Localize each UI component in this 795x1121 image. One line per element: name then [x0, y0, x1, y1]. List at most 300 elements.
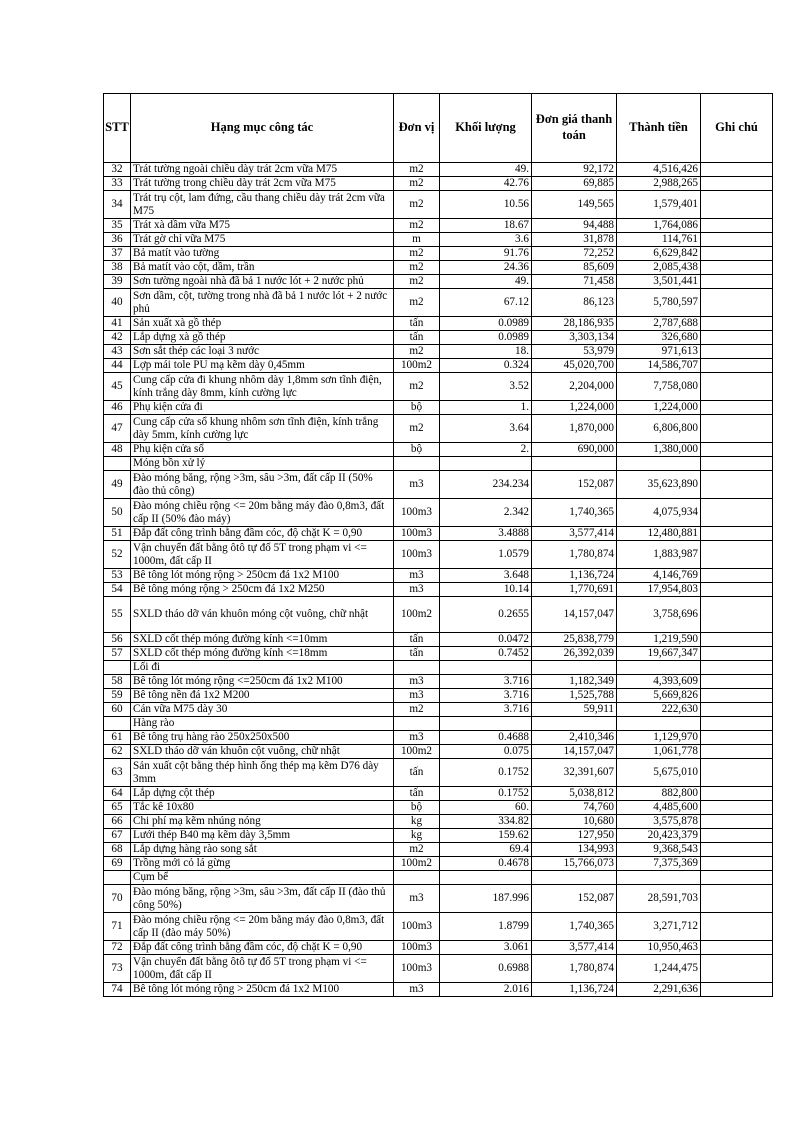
- cell-note: [701, 457, 773, 471]
- cell-amount: 1,244,475: [617, 955, 701, 983]
- cell-work-item: Tắc kê 10x80: [131, 801, 394, 815]
- table-row: [104, 359, 773, 373]
- table-row: [104, 941, 773, 955]
- cell-amount: 1,129,970: [617, 731, 701, 745]
- table-row: [104, 633, 773, 647]
- table-row: [104, 815, 773, 829]
- cell-row-number: 38: [104, 261, 131, 275]
- cell-amount: 9,368,543: [617, 843, 701, 857]
- cell-unit-price: 1,770,691: [532, 583, 617, 597]
- cell-note: [701, 191, 773, 219]
- cell-unit: tấn: [394, 787, 440, 801]
- cell-quantity: 0.0989: [440, 317, 532, 331]
- cell-work-item: Trát tường trong chiều dày trát 2cm vữa M75: [131, 177, 394, 191]
- cell-unit-price: 1,870,000: [532, 415, 617, 443]
- cell-unit: m2: [394, 289, 440, 317]
- cell-work-item: Cung cấp cửa sổ khung nhôm sơn tĩnh điện, kính trắng dày 5mm, kính cường lực: [131, 415, 394, 443]
- cell-note: [701, 499, 773, 527]
- cell-note: [701, 177, 773, 191]
- cell-row-number: 74: [104, 983, 131, 997]
- cell-quantity: 187.996: [440, 885, 532, 913]
- cell-amount: 2,787,688: [617, 317, 701, 331]
- cell-quantity: 1.0579: [440, 541, 532, 569]
- cell-amount: 326,680: [617, 331, 701, 345]
- cell-amount: 3,758,696: [617, 597, 701, 633]
- cell-amount: 1,219,590: [617, 633, 701, 647]
- cell-note: [701, 359, 773, 373]
- cell-work-item: Sơn tường ngoài nhà đã bả 1 nước lót + 2 nước phủ: [131, 275, 394, 289]
- cell-note: [701, 219, 773, 233]
- cell-amount: 2,988,265: [617, 177, 701, 191]
- cell-amount: [617, 457, 701, 471]
- cell-amount: 1,883,987: [617, 541, 701, 569]
- cell-quantity: 10.56: [440, 191, 532, 219]
- cell-unit: m2: [394, 191, 440, 219]
- cell-quantity: 0.1752: [440, 787, 532, 801]
- table-row: [104, 857, 773, 871]
- cell-quantity: 10.14: [440, 583, 532, 597]
- table-row: [104, 647, 773, 661]
- cell-row-number: 61: [104, 731, 131, 745]
- header-stt: STT: [104, 94, 131, 163]
- cell-quantity: 69.4: [440, 843, 532, 857]
- cell-work-item: Trát xà dầm vữa M75: [131, 219, 394, 233]
- table-row: [104, 955, 773, 983]
- cell-note: [701, 261, 773, 275]
- cell-unit: m2: [394, 275, 440, 289]
- cell-quantity: 159.62: [440, 829, 532, 843]
- cell-work-item: Bê tông nền đá 1x2 M200: [131, 689, 394, 703]
- cell-unit: 100m2: [394, 745, 440, 759]
- table-row: [104, 843, 773, 857]
- cell-unit-price: 28,186,935: [532, 317, 617, 331]
- section-row: [104, 661, 773, 675]
- cell-amount: 882,800: [617, 787, 701, 801]
- table-row: [104, 177, 773, 191]
- cell-amount: 7,375,369: [617, 857, 701, 871]
- cell-work-item: Bê tông móng rộng > 250cm đá 1x2 M250: [131, 583, 394, 597]
- table-row: [104, 163, 773, 177]
- cell-unit-price: 1,136,724: [532, 983, 617, 997]
- cell-row-number: [104, 661, 131, 675]
- cell-quantity: 0.0989: [440, 331, 532, 345]
- cell-unit-price: 5,038,812: [532, 787, 617, 801]
- cell-unit: m2: [394, 163, 440, 177]
- table-row: [104, 527, 773, 541]
- cell-row-number: 67: [104, 829, 131, 843]
- cell-row-number: 44: [104, 359, 131, 373]
- table-row: [104, 801, 773, 815]
- cell-note: [701, 941, 773, 955]
- cell-note: [701, 373, 773, 401]
- cell-row-number: 55: [104, 597, 131, 633]
- cell-row-number: 64: [104, 787, 131, 801]
- table-row: [104, 759, 773, 787]
- header-unit-price: Đơn giá thanh toán: [532, 94, 617, 163]
- cell-amount: 10,950,463: [617, 941, 701, 955]
- cell-quantity: 3.4888: [440, 527, 532, 541]
- cell-row-number: 39: [104, 275, 131, 289]
- cell-work-item: Móng bồn xử lý: [131, 457, 394, 471]
- table-row: [104, 703, 773, 717]
- table-row: [104, 471, 773, 499]
- cell-unit: m2: [394, 703, 440, 717]
- table-row: [104, 247, 773, 261]
- cell-quantity: 0.324: [440, 359, 532, 373]
- cell-quantity: 234.234: [440, 471, 532, 499]
- cell-note: [701, 745, 773, 759]
- cell-unit-price: 1,740,365: [532, 913, 617, 941]
- cell-row-number: 68: [104, 843, 131, 857]
- cell-amount: [617, 871, 701, 885]
- cell-unit: tấn: [394, 647, 440, 661]
- cell-note: [701, 857, 773, 871]
- cell-amount: 4,485,600: [617, 801, 701, 815]
- cell-quantity: 0.2655: [440, 597, 532, 633]
- table-row: [104, 829, 773, 843]
- cell-work-item: Đào móng băng, rộng >3m, sâu >3m, đất cấp II (50% đào thủ công): [131, 471, 394, 499]
- cell-row-number: 56: [104, 633, 131, 647]
- cell-work-item: Đào móng băng, rộng >3m, sâu >3m, đất cấp II (đào thủ công 50%): [131, 885, 394, 913]
- cell-work-item: Trát trụ cột, lam đứng, cầu thang chiều dày trát 2cm vữa M75: [131, 191, 394, 219]
- cell-work-item: Hàng rào: [131, 717, 394, 731]
- cell-note: [701, 717, 773, 731]
- table-row: [104, 913, 773, 941]
- cell-quantity: 18.67: [440, 219, 532, 233]
- cell-unit-price: 1,182,349: [532, 675, 617, 689]
- cell-amount: 6,629,842: [617, 247, 701, 261]
- cell-unit: tấn: [394, 317, 440, 331]
- cell-work-item: Lắp dựng cột thép: [131, 787, 394, 801]
- cell-unit-price: [532, 457, 617, 471]
- cell-row-number: [104, 871, 131, 885]
- cell-work-item: Lắp dựng hàng rào song sắt: [131, 843, 394, 857]
- cell-quantity: 2.016: [440, 983, 532, 997]
- cell-unit-price: 149,565: [532, 191, 617, 219]
- cell-note: [701, 913, 773, 941]
- cell-row-number: 57: [104, 647, 131, 661]
- cell-quantity: 1.: [440, 401, 532, 415]
- table-row: [104, 275, 773, 289]
- cell-quantity: 42.76: [440, 177, 532, 191]
- cell-work-item: SXLD tháo dỡ ván khuôn móng cột vuông, chữ nhật: [131, 597, 394, 633]
- cell-amount: 20,423,379: [617, 829, 701, 843]
- cell-row-number: 50: [104, 499, 131, 527]
- cell-work-item: SXLD cốt thép móng đường kính <=10mm: [131, 633, 394, 647]
- cell-unit: m3: [394, 471, 440, 499]
- cell-work-item: Lợp mái tole PU mạ kẽm dày 0,45mm: [131, 359, 394, 373]
- cell-row-number: 60: [104, 703, 131, 717]
- table-row: [104, 675, 773, 689]
- cell-quantity: 1.8799: [440, 913, 532, 941]
- cell-quantity: 0.4678: [440, 857, 532, 871]
- cell-note: [701, 731, 773, 745]
- table-row: [104, 219, 773, 233]
- cell-row-number: 58: [104, 675, 131, 689]
- header-amount: Thành tiền: [617, 94, 701, 163]
- cell-unit: [394, 457, 440, 471]
- cell-unit-price: 32,391,607: [532, 759, 617, 787]
- cell-unit: m2: [394, 247, 440, 261]
- cell-unit-price: 14,157,047: [532, 745, 617, 759]
- table-row: [104, 569, 773, 583]
- cell-unit-price: 72,252: [532, 247, 617, 261]
- cell-unit-price: 134,993: [532, 843, 617, 857]
- cell-unit-price: 31,878: [532, 233, 617, 247]
- cell-row-number: 62: [104, 745, 131, 759]
- cell-amount: [617, 717, 701, 731]
- cell-note: [701, 569, 773, 583]
- table-header: [104, 94, 773, 163]
- cell-work-item: Lưới thép B40 mạ kẽm dày 3,5mm: [131, 829, 394, 843]
- cell-row-number: 42: [104, 331, 131, 345]
- cell-note: [701, 647, 773, 661]
- table-row: [104, 317, 773, 331]
- cell-note: [701, 541, 773, 569]
- cell-work-item: Bê tông trụ hàng rào 250x250x500: [131, 731, 394, 745]
- cell-work-item: Đắp đất công trình bằng đầm cóc, độ chặt K = 0,90: [131, 527, 394, 541]
- table-row: [104, 415, 773, 443]
- table-row: [104, 583, 773, 597]
- cell-unit-price: 2,204,000: [532, 373, 617, 401]
- cell-amount: 4,146,769: [617, 569, 701, 583]
- cell-quantity: 3.52: [440, 373, 532, 401]
- cell-unit: 100m3: [394, 541, 440, 569]
- cell-unit: tấn: [394, 759, 440, 787]
- table-row: [104, 261, 773, 275]
- cell-unit-price: 25,838,779: [532, 633, 617, 647]
- cell-amount: 5,675,010: [617, 759, 701, 787]
- table-row: [104, 191, 773, 219]
- cell-quantity: 60.: [440, 801, 532, 815]
- cell-note: [701, 289, 773, 317]
- table-row: [104, 745, 773, 759]
- cell-row-number: 49: [104, 471, 131, 499]
- cell-work-item: SXLD tháo dỡ ván khuôn cột vuông, chữ nhật: [131, 745, 394, 759]
- cell-note: [701, 247, 773, 261]
- cell-unit-price: 152,087: [532, 885, 617, 913]
- cell-row-number: 32: [104, 163, 131, 177]
- cell-amount: 1,380,000: [617, 443, 701, 457]
- cell-row-number: 37: [104, 247, 131, 261]
- cell-unit: m3: [394, 983, 440, 997]
- cell-unit-price: [532, 871, 617, 885]
- cell-quantity: 0.7452: [440, 647, 532, 661]
- cell-unit-price: 3,577,414: [532, 941, 617, 955]
- cell-amount: 4,516,426: [617, 163, 701, 177]
- cell-quantity: [440, 871, 532, 885]
- cell-note: [701, 597, 773, 633]
- cell-amount: 6,806,800: [617, 415, 701, 443]
- table-row: [104, 499, 773, 527]
- cell-work-item: Cán vữa M75 dày 30: [131, 703, 394, 717]
- cell-work-item: Lối đi: [131, 661, 394, 675]
- cell-row-number: 72: [104, 941, 131, 955]
- cell-note: [701, 871, 773, 885]
- cell-row-number: 35: [104, 219, 131, 233]
- cell-quantity: [440, 457, 532, 471]
- cell-amount: 2,085,438: [617, 261, 701, 275]
- cell-unit: 100m2: [394, 597, 440, 633]
- cell-row-number: 69: [104, 857, 131, 871]
- cell-unit-price: 71,458: [532, 275, 617, 289]
- cell-work-item: Bê tông lót móng rộng <=250cm đá 1x2 M100: [131, 675, 394, 689]
- cell-row-number: 73: [104, 955, 131, 983]
- cell-unit-price: 3,303,134: [532, 331, 617, 345]
- cell-note: [701, 983, 773, 997]
- cell-row-number: 54: [104, 583, 131, 597]
- cell-unit: m2: [394, 373, 440, 401]
- cell-note: [701, 815, 773, 829]
- cell-unit: [394, 661, 440, 675]
- cell-note: [701, 689, 773, 703]
- cell-unit: kg: [394, 815, 440, 829]
- cell-note: [701, 275, 773, 289]
- header-quantity: Khối lượng: [440, 94, 532, 163]
- cell-quantity: 3.061: [440, 941, 532, 955]
- cell-unit-price: 59,911: [532, 703, 617, 717]
- section-row: [104, 457, 773, 471]
- table-row: [104, 983, 773, 997]
- cell-work-item: Sản xuất xà gồ thép: [131, 317, 394, 331]
- cell-work-item: Bê tông lót móng rộng > 250cm đá 1x2 M100: [131, 569, 394, 583]
- cell-amount: 12,480,881: [617, 527, 701, 541]
- cell-note: [701, 885, 773, 913]
- cell-work-item: Sơn dầm, cột, tường trong nhà đã bả 1 nước lót + 2 nước phủ: [131, 289, 394, 317]
- section-row: [104, 717, 773, 731]
- header-unit: Đơn vị: [394, 94, 440, 163]
- cell-amount: 1,579,401: [617, 191, 701, 219]
- cell-quantity: 3.6: [440, 233, 532, 247]
- cell-unit-price: 1,136,724: [532, 569, 617, 583]
- cell-unit-price: [532, 717, 617, 731]
- cell-work-item: Cụm bể: [131, 871, 394, 885]
- cell-note: [701, 787, 773, 801]
- cell-unit: m2: [394, 415, 440, 443]
- table-row: [104, 331, 773, 345]
- cell-unit: tấn: [394, 633, 440, 647]
- cell-note: [701, 415, 773, 443]
- cell-quantity: 334.82: [440, 815, 532, 829]
- cell-note: [701, 471, 773, 499]
- cell-unit: kg: [394, 829, 440, 843]
- cell-work-item: Phụ kiện cửa sổ: [131, 443, 394, 457]
- cell-unit: m2: [394, 177, 440, 191]
- cell-amount: 35,623,890: [617, 471, 701, 499]
- cell-note: [701, 759, 773, 787]
- cell-note: [701, 955, 773, 983]
- table-body: [104, 163, 773, 997]
- cell-amount: 4,393,609: [617, 675, 701, 689]
- cell-unit-price: 10,680: [532, 815, 617, 829]
- cell-row-number: 33: [104, 177, 131, 191]
- cell-unit: m3: [394, 885, 440, 913]
- cell-amount: 28,591,703: [617, 885, 701, 913]
- cell-quantity: 3.64: [440, 415, 532, 443]
- cell-amount: 4,075,934: [617, 499, 701, 527]
- cell-quantity: 0.1752: [440, 759, 532, 787]
- cell-unit-price: 1,780,874: [532, 955, 617, 983]
- cell-note: [701, 527, 773, 541]
- table-row: [104, 731, 773, 745]
- cell-row-number: 66: [104, 815, 131, 829]
- cell-quantity: 67.12: [440, 289, 532, 317]
- cell-quantity: 3.648: [440, 569, 532, 583]
- cell-row-number: 46: [104, 401, 131, 415]
- cell-note: [701, 233, 773, 247]
- cell-quantity: 3.716: [440, 689, 532, 703]
- table-row: [104, 541, 773, 569]
- cell-unit-price: 86,123: [532, 289, 617, 317]
- cell-unit: 100m3: [394, 913, 440, 941]
- cell-row-number: 40: [104, 289, 131, 317]
- cell-row-number: [104, 457, 131, 471]
- cell-quantity: 49.: [440, 275, 532, 289]
- table-row: [104, 401, 773, 415]
- cell-unit: 100m3: [394, 499, 440, 527]
- cell-work-item: Đào móng chiều rộng <= 20m bằng máy đào 0,8m3, đất cấp II (50% đào máy): [131, 499, 394, 527]
- cell-work-item: Đắp đất công trình bằng đầm cóc, độ chặt K = 0,90: [131, 941, 394, 955]
- cell-amount: 222,630: [617, 703, 701, 717]
- cell-unit-price: 3,577,414: [532, 527, 617, 541]
- cell-work-item: Vận chuyển đất bằng ôtô tự đổ 5T trong phạm vi <= 1000m, đất cấp II: [131, 955, 394, 983]
- cell-quantity: 0.0472: [440, 633, 532, 647]
- cell-work-item: Trát tường ngoài chiều dày trát 2cm vữa M75: [131, 163, 394, 177]
- header-note: Ghi chú: [701, 94, 773, 163]
- cell-unit-price: 2,410,346: [532, 731, 617, 745]
- cell-unit-price: [532, 661, 617, 675]
- cell-quantity: [440, 717, 532, 731]
- cell-unit: m2: [394, 219, 440, 233]
- cell-work-item: Bả matít vào tường: [131, 247, 394, 261]
- cell-unit-price: 85,609: [532, 261, 617, 275]
- cell-quantity: 91.76: [440, 247, 532, 261]
- cell-unit-price: 127,950: [532, 829, 617, 843]
- cell-amount: 5,780,597: [617, 289, 701, 317]
- table-row: [104, 689, 773, 703]
- cell-unit-price: 14,157,047: [532, 597, 617, 633]
- table-row: [104, 289, 773, 317]
- cell-work-item: Lắp dựng xà gồ thép: [131, 331, 394, 345]
- cell-amount: 3,501,441: [617, 275, 701, 289]
- cell-work-item: Bê tông lót móng rộng > 250cm đá 1x2 M100: [131, 983, 394, 997]
- cell-note: [701, 401, 773, 415]
- cell-unit: bộ: [394, 801, 440, 815]
- cell-note: [701, 443, 773, 457]
- cell-row-number: 41: [104, 317, 131, 331]
- cell-unit-price: 1,525,788: [532, 689, 617, 703]
- cell-unit-price: 92,172: [532, 163, 617, 177]
- cell-quantity: 24.36: [440, 261, 532, 275]
- cell-amount: 3,575,878: [617, 815, 701, 829]
- cell-note: [701, 675, 773, 689]
- cell-row-number: [104, 717, 131, 731]
- cell-row-number: 43: [104, 345, 131, 359]
- cell-note: [701, 703, 773, 717]
- cell-amount: 14,586,707: [617, 359, 701, 373]
- cell-note: [701, 163, 773, 177]
- cell-quantity: 0.075: [440, 745, 532, 759]
- cell-amount: 1,764,086: [617, 219, 701, 233]
- cell-quantity: 18.: [440, 345, 532, 359]
- cell-amount: 1,224,000: [617, 401, 701, 415]
- cell-unit: 100m3: [394, 955, 440, 983]
- cell-unit: m3: [394, 569, 440, 583]
- cell-note: [701, 801, 773, 815]
- cell-unit-price: 152,087: [532, 471, 617, 499]
- cell-row-number: 52: [104, 541, 131, 569]
- cell-amount: 1,061,778: [617, 745, 701, 759]
